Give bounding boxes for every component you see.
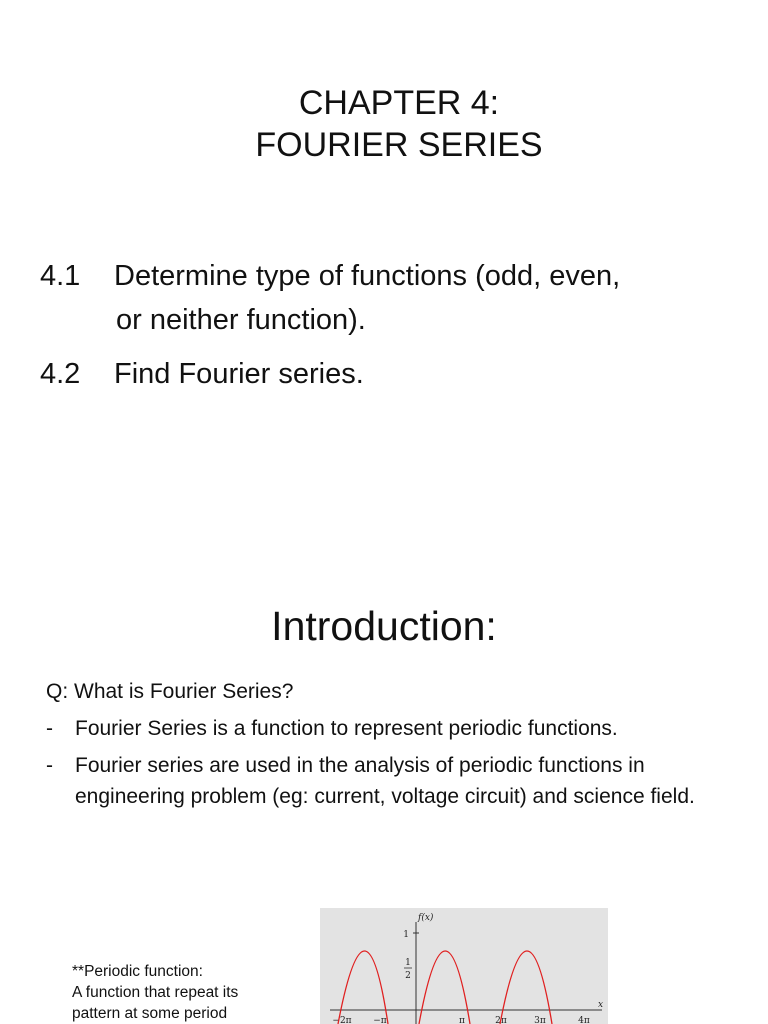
y-tick-label-1: 1: [403, 930, 409, 940]
periodic-function-note: [72, 961, 312, 1024]
x-axis-label: x: [598, 1000, 604, 1010]
objective-item: [40, 352, 750, 396]
intro-question: Q: What is Fourier Series?: [46, 680, 294, 703]
bullet-dash: -: [46, 717, 53, 740]
chapter-title-line2: FOURIER SERIES: [255, 126, 543, 164]
y-tick-label-half-denominator: 2: [405, 971, 411, 981]
x-tick-label: 3π: [534, 1016, 546, 1024]
y-tick-label-half-numerator: 1: [405, 958, 411, 968]
note-text-line1: A function that repeat its: [72, 984, 239, 1001]
objective-item: [40, 254, 750, 342]
objective-text-continued: or neither function).: [116, 304, 366, 336]
objective-number: 4.2: [40, 358, 81, 390]
introduction-title: Introduction:: [271, 603, 497, 649]
bullet-dash: -: [46, 754, 53, 777]
periodic-curve-arch: [419, 951, 470, 1024]
chapter-title-line1: CHAPTER 4:: [298, 84, 500, 122]
objective-text: Determine type of functions (odd, even,: [114, 260, 621, 292]
intro-bullet: [46, 713, 736, 744]
slide-chapter-4: [0, 0, 768, 500]
periodic-function-graph: [320, 908, 608, 1024]
x-tick-label: π: [459, 1016, 465, 1024]
x-tick-label: 4π: [578, 1016, 590, 1024]
x-tick-label: 2π: [495, 1016, 507, 1024]
objective-number: 4.1: [40, 260, 81, 292]
note-text-line2: pattern at some period: [72, 1005, 228, 1022]
intro-bullet-list: [46, 713, 736, 812]
bullet-text: Fourier series are used in the analysis of periodic functions in engineering problem (eg: current, voltage circuit) and science field.: [75, 754, 695, 808]
x-tick-label: −2π: [332, 1016, 352, 1024]
graph-svg: [320, 908, 608, 1024]
periodic-curve-arch: [338, 951, 388, 1024]
objective-text: Find Fourier series.: [114, 358, 364, 390]
periodic-curve-arch: [500, 951, 552, 1024]
intro-bullet: [46, 750, 736, 812]
objectives-list: [40, 254, 750, 406]
note-heading: **Periodic function:: [72, 963, 203, 980]
bullet-text: Fourier Series is a function to represent periodic functions.: [75, 717, 618, 740]
y-axis-label: f(x): [418, 913, 434, 923]
x-tick-label: −π: [373, 1016, 387, 1024]
chapter-title: [0, 82, 768, 166]
introduction-body: [46, 676, 736, 818]
